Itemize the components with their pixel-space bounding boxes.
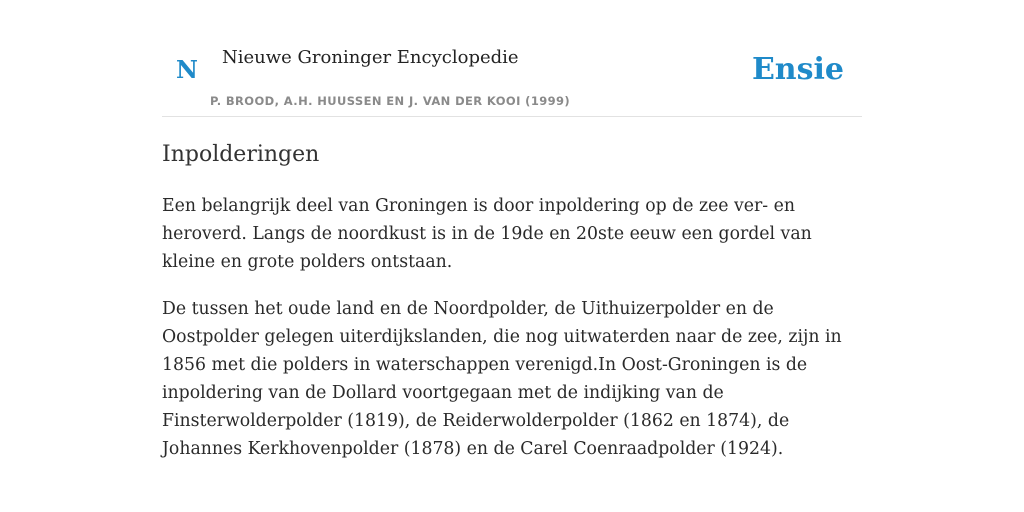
entry-paragraph-2: De tussen het oude land en de Noordpolder, de Uithuizerpolder en de Oostpolder gelegen uiterdijkslanden, die nog uitwaterden naar de zee, zijn in 1856 met die polders in waterschappen verenigd.In Oost-Groningen is de inpoldering van de Dollard voortgegaan met de indijking van de Finsterwolderpolder (1819), de Reiderwolderpolder (1862 en 1874), de Johannes Kerkhovenpolder (1878) en de Carel Coenraadpolder (1924). (162, 299, 842, 459)
entry-title: Inpolderingen (162, 142, 320, 167)
ensie-logo-link[interactable]: Ensie (751, 52, 844, 87)
entry-content (162, 140, 862, 463)
encyclopedia-logo-icon[interactable]: N (176, 55, 198, 84)
book-authors: P. BROOD, A.H. HUUSSEN EN J. VAN DER KOOI (1999) (210, 94, 571, 108)
book-title-link[interactable]: Nieuwe Groninger Encyclopedie (222, 47, 519, 68)
header (162, 0, 862, 117)
entry-paragraph-1: Een belangrijk deel van Groningen is door inpoldering op de zee ver- en heroverd. Langs de noordkust is in de 19de en 20ste eeuw een gordel van kleine en grote polders ontstaan. (162, 196, 812, 272)
